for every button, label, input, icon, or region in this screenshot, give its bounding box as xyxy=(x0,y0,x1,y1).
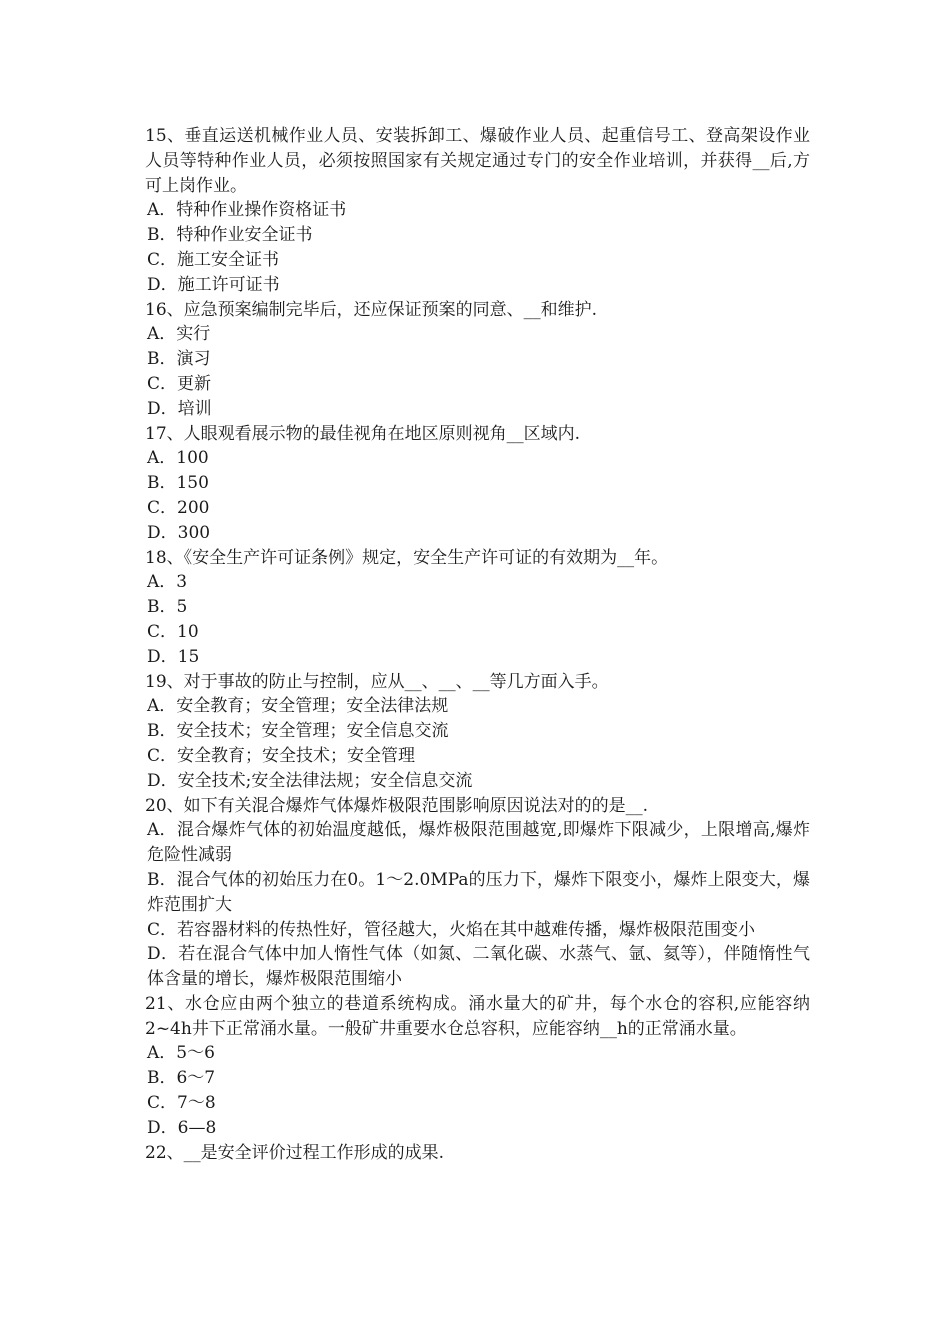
option-18-a: A．3 xyxy=(147,572,188,593)
question-15: 15、垂直运送机械作业人员、安装拆卸工、爆破作业人员、起重信号工、登高架设作业人员等特种作业人员，必须按照国家有关规定通过专门的安全作业培训，并获得__后,方可上岗作业。 xyxy=(145,126,810,196)
option-20-d: D．若在混合气体中加人惰性气体（如氮、二氧化碳、水蒸气、氩、氦等），伴随惰性气体含量的增长，爆炸极限范围缩小 xyxy=(147,944,810,990)
option-19-b: B．安全技术；安全管理；安全信息交流 xyxy=(147,721,449,742)
option-17-a: A．100 xyxy=(147,448,209,469)
question-19: 19、对于事故的防止与控制，应从__、__、__等几方面入手。 xyxy=(145,671,609,692)
option-19-d: D．安全技术;安全法律法规；安全信息交流 xyxy=(147,770,473,791)
option-15-c: C．施工安全证书 xyxy=(147,249,280,270)
option-21-c: C．7～8 xyxy=(147,1093,216,1114)
option-19-a: A．安全教育；安全管理；安全法律法规 xyxy=(147,696,449,717)
option-15-b: B．特种作业安全证书 xyxy=(147,225,313,246)
option-18-d: D．15 xyxy=(147,646,200,667)
option-20-b: B．混合气体的初始压力在0。1～2.0MPa的压力下，爆炸下限变小，爆炸上限变大，爆炸范围扩大 xyxy=(147,869,810,915)
option-16-a: A．实行 xyxy=(147,324,211,345)
option-17-b: B．150 xyxy=(147,473,209,494)
option-21-b: B．6～7 xyxy=(147,1068,216,1089)
option-21-d: D．6—8 xyxy=(147,1117,217,1138)
question-21: 21、水仓应由两个独立的巷道系统构成。涌水量大的矿井，每个水仓的容积,应能容纳2~4h井下正常涌水量。一般矿井重要水仓总容积，应能容纳__h的正常涌水量。 xyxy=(145,993,810,1039)
option-15-d: D．施工许可证书 xyxy=(147,274,280,295)
question-20: 20、如下有关混合爆炸气体爆炸极限范围影响原因说法对的的是__. xyxy=(145,795,649,816)
option-19-c: C．安全教育；安全技术；安全管理 xyxy=(147,745,416,766)
option-20-a: A．混合爆炸气体的初始温度越低，爆炸极限范围越宽,即爆炸下限减少，上限增高,爆炸危险性减弱 xyxy=(147,820,810,866)
option-16-d: D．培训 xyxy=(147,398,212,419)
option-15-a: A．特种作业操作资格证书 xyxy=(147,200,347,221)
option-21-a: A．5～6 xyxy=(147,1043,215,1064)
document-page xyxy=(145,124,810,1165)
question-16: 16、应急预案编制完毕后，还应保证预案的同意、__和维护. xyxy=(145,299,598,320)
question-18: 18、《安全生产许可证条例》规定，安全生产许可证的有效期为__年。 xyxy=(145,547,669,568)
option-20-c: C．若容器材料的传热性好，管径越大，火焰在其中越难传播，爆炸极限范围变小 xyxy=(147,919,756,940)
option-17-c: C．200 xyxy=(147,497,210,518)
question-22: 22、__是安全评价过程工作形成的成果. xyxy=(145,1142,445,1163)
question-17: 17、人眼观看展示物的最佳视角在地区原则视角__区域内. xyxy=(145,423,581,444)
option-16-b: B．演习 xyxy=(147,349,211,370)
option-17-d: D．300 xyxy=(147,522,211,543)
option-18-b: B．5 xyxy=(147,597,188,618)
option-16-c: C．更新 xyxy=(147,373,212,394)
option-18-c: C．10 xyxy=(147,621,199,642)
